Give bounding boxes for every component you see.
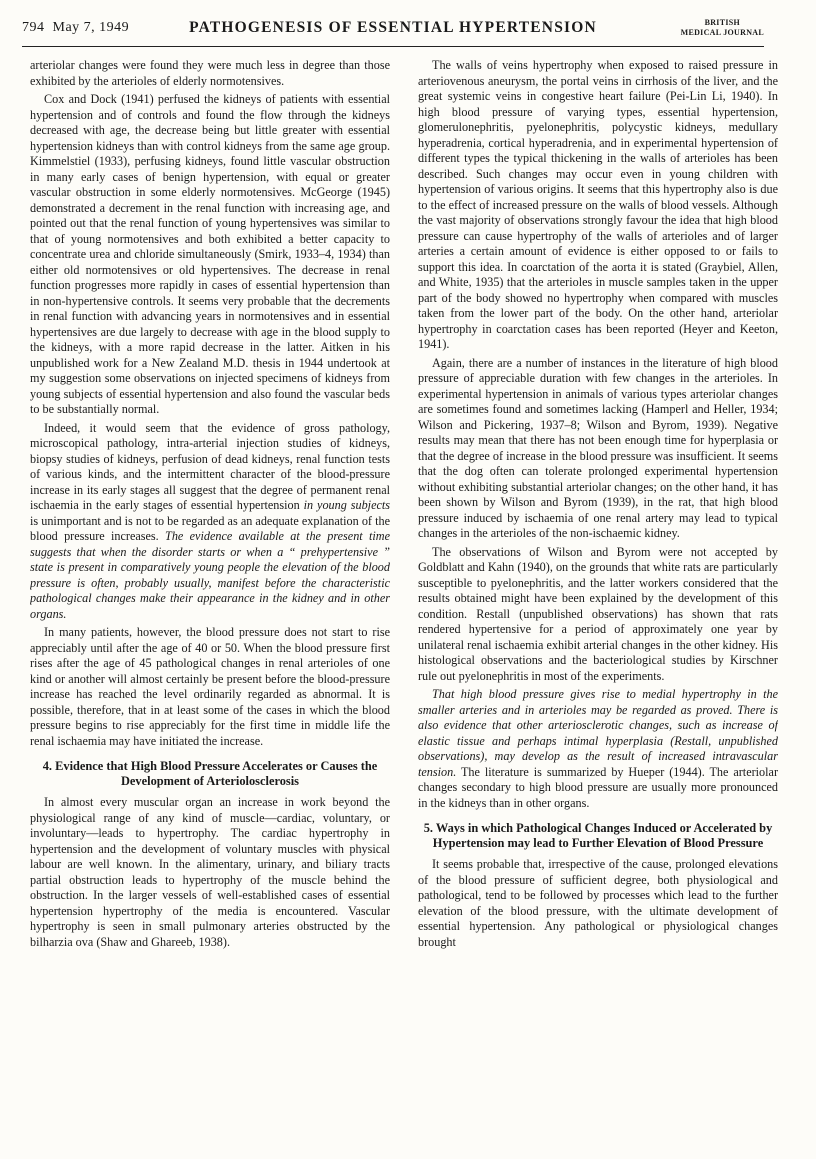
paragraph: The observations of Wilson and Byrom were not accepted by Goldblatt and Kahn (1940), on the grounds that white rats are particularly susceptible to pyelonephritis, and the latter workers considered that the results obtained might have been explained by the development of this condition. Restall (unpublished observations) has shown that rats rendered hypertensive for a period of approximately one year by unilateral renal ischaemia exhibit arterial changes in the other kidney. His histological observations and the bacteriological studies by Kirschner rule out pyelonephritis in most of the experiments. [418,544,778,683]
left-column [30,58,390,1153]
paragraph: In many patients, however, the blood pressure does not start to rise appreciably until after the age of 40 or 50. When the blood pressure first rises after the age of 45 pathological changes in renal arterioles of one kind or another will almost certainly be present before the blood-pressure increase has reached the level ordinarily regarded as abnormal. It is possible, therefore, that in at least some of the cases in which the blood pressure begins to rise appreciably for the first time in middle life the renal ischaemia may have initiated the increase. [30,625,390,748]
italic-run: in young subjects [303,498,390,512]
paragraph: Cox and Dock (1941) perfused the kidneys of patients with essential hypertension and of controls and found the flow through the kidneys decreased with age, the decrease being but little greater with essential hypertension kidneys than with control kidneys from the same age group. Kimmelstiel (1933), perfusing kidneys, found little vascular obstruction in many early cases of benign hypertension, with equal or greater vascular obstruction in some elderly normotensives. McGeorge (1945) demonstrated a decrement in the renal function with increasing age, and pointed out that the renal function of young hypertensives was similar to that of young normotensives and both exhibited a better capacity to concentrate urea and chloride simultaneously (Smirk, 1933–4, 1934) than either old normotensives or old hypertensives. The decrease in renal function progresses more rapidly in cases of essential hypertension than in non-hypertensive controls. It seems very probable that the decrements in renal function with advancing years in normotensives and in essential hypertensives are due largely to decrease with age in the blood supply to the kidneys, with a more rapid decrease in the latter. Aitken in his unpublished work for a New Zealand M.D. thesis in 1944 undertook at my suggestion some observations on injected specimens of kidneys from young subjects of essential hypertension and also found the vascular beds to be substantially normal. [30,92,390,416]
issue-date: May 7, 1949 [52,20,130,35]
section-heading-4: 4. Evidence that High Blood Pressure Accelerates or Causes the Development of Arteriolosclerosis [42,759,378,788]
right-column [418,58,778,1153]
paragraph [30,421,390,623]
paragraph: It seems probable that, irrespective of the cause, prolonged elevations of the blood pressure of sufficient degree, both physiological and pathological, tend to be followed by processes which lead to the further elevation of the blood pressure, with the ultimate development of essential hypertension. Any pathological or physiological changes brought [418,857,778,949]
journal-name [681,18,764,38]
section-heading-5: 5. Ways in which Pathological Changes Induced or Accelerated by Hypertension may lead to Further Elevation of Blood Pressure [423,821,773,850]
text-run: Indeed, it would seem that the evidence of gross pathology, microscopical pathology, intra-arterial injection studies of kidneys, biopsy studies of kidneys, perfusion of dead kidneys, renal function tests of various kinds, and the intermittent character of the blood-pressure increase in its early stages all suggest that the degree of permanent renal ischaemia in the early stages of essential hypertension [30,420,390,512]
text-run: is unimportant and is not to be regarded as an adequate explanation of the blood pressure increases. [30,513,390,543]
paragraph: arteriolar changes were found they were much less in degree than those exhibited by the arterioles of elderly normotensives. [30,58,390,88]
page-header [22,16,764,47]
paragraph: The walls of veins hypertrophy when exposed to raised pressure in arteriovenous aneurysm, the portal veins in cirrhosis of the liver, and the great systemic veins in congestive heart failure (Pei-Lin Li, 1940). In high blood pressure of varying types, essential hypertension, glomerulonephritis, pyelonephritis, polycystic kidneys, medullary hyperadrenia, cortical hyperadrenia, and in experimental hypertension of different types the typical thickening in the walls of arterioles has been described. Such changes may occur even in young children with hypertension of various origins. It seems that this hypertrophy also is due to the effect of increased pressure on the walls of blood vessels. Although the vast majority of observations strongly favour the idea that high blood pressure can cause hypertrophy of the walls of arterioles and of larger arteries a certain amount of evidence is either opposed to or fails to support this idea. In coarctation of the aorta it is stated (Graybiel, Allen, and White, 1935) that the arterioles in muscle samples taken in the upper part of the body showed no hypertrophy when compared with muscles taken from the lower part of the body. On the other hand, arteriolar hypertrophy in coarctation cases has been reported (Heyer and Keeton, 1941). [418,58,778,351]
running-title: PATHOGENESIS OF ESSENTIAL HYPERTENSION [189,19,597,36]
paragraph [418,687,778,811]
paragraph: In almost every muscular organ an increase in work beyond the physiological range of any kind of muscle—cardiac, voluntary, or involuntary—leads to hypertrophy. The cardiac hypertrophy in hypertension and the development of voluntary muscles with physical labour are well known. In the alimentary, urinary, and biliary tracts partial obstruction leads to hypertrophy of the muscle behind the obstruction. In the larger vessels of well-established cases of essential hypertension hypertrophy of the media is encountered. Vascular hypertrophy is seen in small pulmonary arteries obstructed by the bilharzia ova (Shaw and Ghareeb, 1938). [30,795,390,949]
page-number: 794 [22,20,45,35]
paragraph: Again, there are a number of instances in the literature of high blood pressure of appreciable duration with few changes in the arterioles. In experimental hypertension in animals of various types arteriolar changes are sometimes found and sometimes lacking (Hamperl and Heller, 1934; Wilson and Pickering, 1937–8; Wilson and Byrom, 1939). Negative results may mean that there has not been enough time for hyperplasia or that the degree of increase in the blood pressure was insufficient. It seems that the dog often can tolerate prolonged experimental hypertension without exhibiting substantial arteriolar changes; on the other hand, it has been shown by Wilson and Byrom (1939), in the rat, that high blood pressure induced by ischaemia of one renal artery may lead to typical changes in the arterioles of the non-ischaemic kidney. [418,355,778,540]
journal-name-line2: MEDICAL JOURNAL [680,28,764,37]
journal-name-line1: BRITISH [704,18,741,27]
italic-run: The evidence available at the present time suggests that when the disorder starts or when a “ prehypertensive ” state is present in comparatively young people the elevation of the blood pressure is often, probably usually, manifest before the characteristic pathological changes make their appearance in the kidney and in other organs. [30,529,390,621]
text-run: The literature is summarized by Hueper (1944). The arteriolar changes secondary to high blood pressure are usually more pronounced in the kidneys than in other organs. [418,764,778,810]
italic-run: That high blood pressure gives rise to medial hypertrophy in the smaller arteries and in arterioles may be regarded as proved. There is also evidence that other arteriosclerotic changes, such as increase of elastic tissue and perhaps intimal hyperplasia (Restall, unpublished observations), may develop as the result of increased intravascular tension. [418,687,778,779]
